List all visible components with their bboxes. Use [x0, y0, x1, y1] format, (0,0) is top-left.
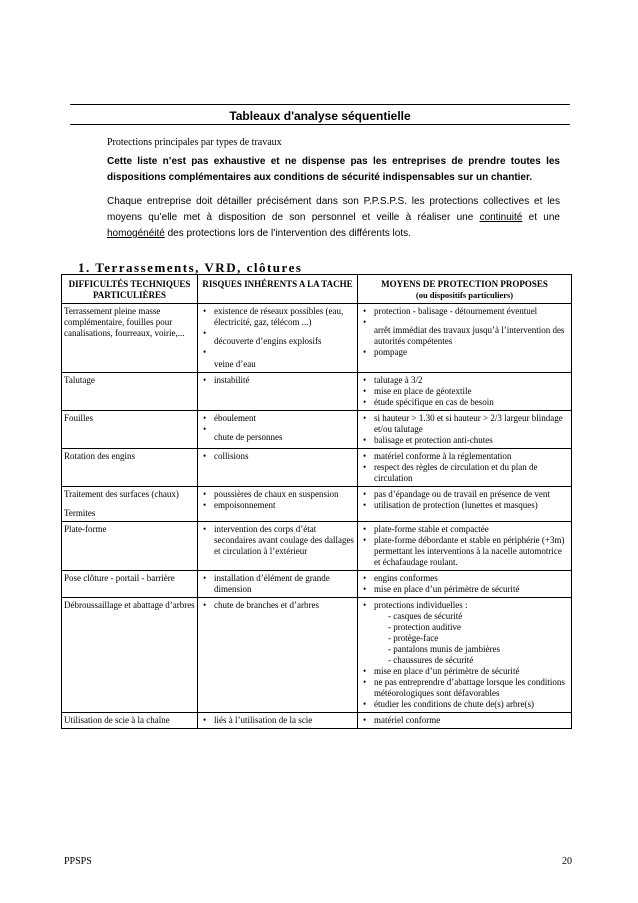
cell-means	[358, 522, 572, 571]
cell-risks	[198, 713, 358, 729]
table-row	[62, 373, 572, 411]
list-item: • veine d’eau	[200, 347, 355, 370]
list-item: • plate-forme stable et compactée	[360, 524, 569, 535]
list-item: • mise en place d’un périmètre de sécurité	[360, 584, 569, 595]
list-item: • protections individuelles : - casques de sécurité - protection auditive - protège-face - pantalons munis de jambières - chaussures de sécurité	[360, 600, 569, 666]
cell-difficulty: Talutage	[62, 373, 198, 411]
table-row	[62, 304, 572, 373]
list-item: • engins conformes	[360, 573, 569, 584]
cell-risks	[198, 304, 358, 373]
cell-risks	[198, 449, 358, 487]
list-item: • découverte d’engins explosifs	[200, 328, 355, 347]
cell-difficulty: Fouilles	[62, 411, 198, 449]
table-row	[62, 598, 572, 713]
table-row	[62, 411, 572, 449]
header-risks: RISQUES INHÉRENTS A LA TACHE	[198, 275, 358, 304]
header-difficulties: DIFFICULTÉS TECHNIQUES PARTICULIÈRES	[62, 275, 198, 304]
header-means: MOYENS DE PROTECTION PROPOSES (ou dispositifs particuliers)	[358, 275, 572, 304]
cell-means	[358, 713, 572, 729]
cell-risks	[198, 522, 358, 571]
cell-difficulty: Pose clôture - portail - barrière	[62, 571, 198, 598]
cell-risks	[198, 598, 358, 713]
list-item: • matériel conforme	[360, 715, 569, 726]
page-title: Tableaux d'analyse séquentielle	[229, 109, 411, 123]
intro-paragraph: Chaque entreprise doit détailler précisément dans son P.P.S.P.S. les protections collectives et les moyens qu’elle met à disposition de son personnel et veille à réaliser une continuité et une homogénéité des protections lors de l’intervention des différents lots.	[107, 196, 560, 239]
list-item: • mise en place de géotextile	[360, 386, 569, 397]
cell-means	[358, 411, 572, 449]
list-item: • plate-forme débordante et stable en périphérie (+3m) permettant les interventions à la nacelle automotrice et échafaudage roulant.	[360, 535, 569, 568]
cell-risks	[198, 487, 358, 522]
list-item: • intervention des corps d’état secondaires avant coulage des dallages et circulation à l’extérieur	[200, 524, 355, 557]
list-item: • installation d’élément de grande dimension	[200, 573, 355, 595]
cell-means	[358, 373, 572, 411]
cell-difficulty: Débroussaillage et abattage d’arbres	[62, 598, 198, 713]
cell-risks	[198, 411, 358, 449]
cell-difficulty: Plate-forme	[62, 522, 198, 571]
list-item: • empoisonnement	[200, 500, 355, 511]
footer-doc-name: PPSPS	[64, 856, 92, 867]
table-row	[62, 487, 572, 522]
list-item: • collisions	[200, 451, 355, 462]
subtitle: Protections principales par types de travaux	[107, 137, 282, 148]
list-item: • chute de branches et d’arbres	[200, 600, 355, 611]
cell-means	[358, 304, 572, 373]
list-item: • arrêt immédiat des travaux jusqu’à l’intervention des autorités compétentes	[360, 317, 569, 347]
list-item: • existence de réseaux possibles (eau, électricité, gaz, télécom ...)	[200, 306, 355, 328]
table-row	[62, 522, 572, 571]
table-row	[62, 571, 572, 598]
cell-risks	[198, 373, 358, 411]
list-item: • balisage et protection anti-chutes	[360, 435, 569, 446]
analysis-table	[61, 274, 572, 729]
cell-difficulty: Rotation des engins	[62, 449, 198, 487]
cell-difficulty: Terrassement pleine masse complémentaire, fouilles pour canalisations, fourreaux, voirie,...	[62, 304, 198, 373]
table-row	[62, 713, 572, 729]
list-item: • respect des règles de circulation et du plan de circulation	[360, 462, 569, 484]
list-item: • étude spécifique en cas de besoin	[360, 397, 569, 408]
list-item: • mise en place d’un périmètre de sécurité	[360, 666, 569, 677]
section-heading: 1. Terrassements, VRD, clôtures	[78, 260, 303, 275]
list-item: • talutage à 3/2	[360, 375, 569, 386]
list-item: • ne pas entreprendre d’abattage lorsque les conditions météorologiques sont défavorables	[360, 677, 569, 699]
disclaimer-paragraph: Cette liste n’est pas exhaustive et ne dispense pas les entreprises de prendre toutes les dispositions complémentaires aux conditions de sécurité indispensables sur un chantier.	[107, 156, 560, 183]
ppe-sublist: - casques de sécurité - protection auditive - protège-face - pantalons munis de jambières - chaussures de sécurité	[388, 611, 500, 665]
page-number: 20	[562, 856, 572, 867]
table-row	[62, 449, 572, 487]
list-item: • instabilité	[200, 375, 355, 386]
list-item: • liés à l’utilisation de la scie	[200, 715, 355, 726]
list-item: • protection - balisage - détournement éventuel	[360, 306, 569, 317]
list-item: • éboulement	[200, 413, 355, 424]
table-header-row	[62, 275, 572, 304]
cell-difficulty: Utilisation de scie à la chaîne	[62, 713, 198, 729]
cell-means	[358, 487, 572, 522]
list-item: • pas d’épandage ou de travail en présence de vent	[360, 489, 569, 500]
cell-risks	[198, 571, 358, 598]
cell-means	[358, 598, 572, 713]
cell-difficulty: Traitement des surfaces (chaux) Termites	[62, 487, 198, 522]
list-item: • pompage	[360, 347, 569, 358]
cell-means	[358, 449, 572, 487]
list-item: • utilisation de protection (lunettes et masques)	[360, 500, 569, 511]
list-item: • chute de personnes	[200, 424, 355, 443]
list-item: • poussières de chaux en suspension	[200, 489, 355, 500]
title-rule-bottom	[70, 124, 570, 125]
cell-means	[358, 571, 572, 598]
title-rule-top	[70, 104, 570, 105]
list-item: • matériel conforme à la réglementation	[360, 451, 569, 462]
list-item: • étudier les conditions de chute de(s) arbre(s)	[360, 699, 569, 710]
list-item: • si hauteur > 1.30 et si hauteur > 2/3 largeur blindage et/ou talutage	[360, 413, 569, 435]
